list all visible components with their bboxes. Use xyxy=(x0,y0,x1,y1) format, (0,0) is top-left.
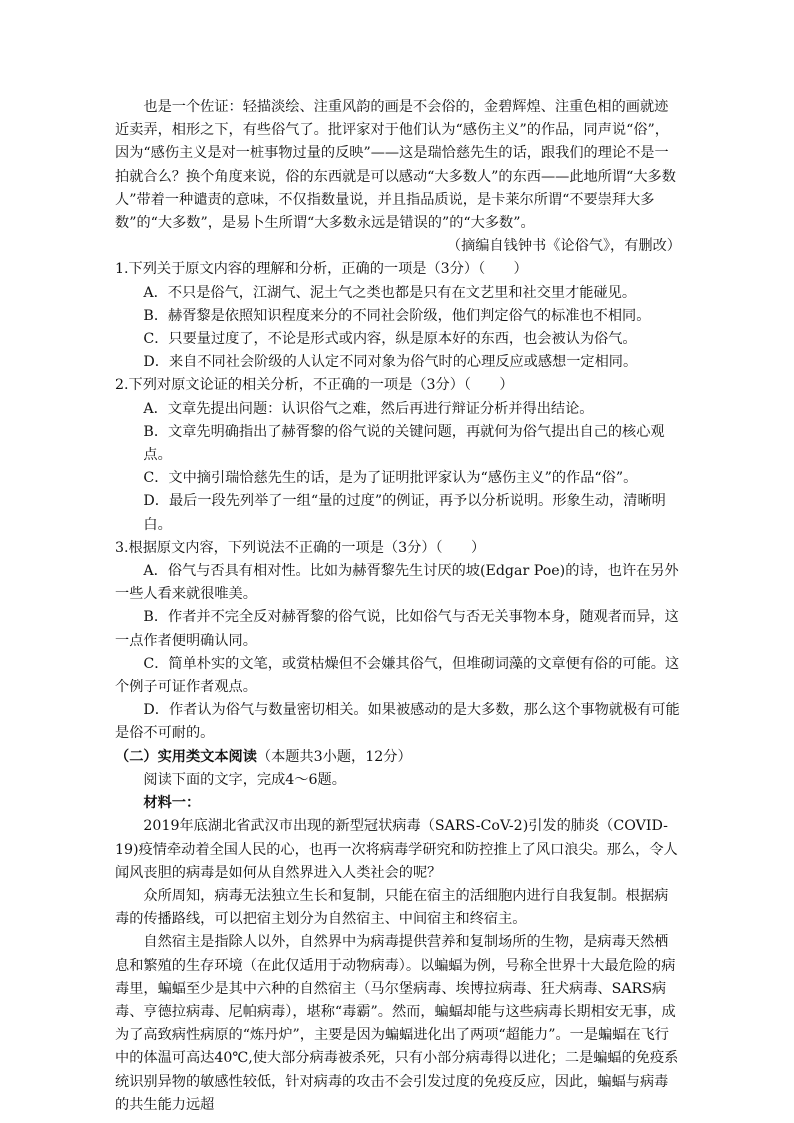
source-note: （摘编自钱钟书《论俗气》，有删改） xyxy=(446,238,681,255)
question-3-option-b: B．作者并不完全反对赫胥黎的俗气说，比如俗气与否无关事物本身，随观者而异，这一点作者便明确认同。 xyxy=(115,609,679,649)
question-1-option-c: C．只要量过度了，不论是形式或内容，纵是原本好的东西，也会被认为俗气。 xyxy=(143,331,637,348)
question-2-option-d: D．最后一段先列举了一组“量的过度”的例证，再予以分析说明。形象生动，清晰明白。 xyxy=(143,493,666,533)
material-paragraph-2: 众所周知，病毒无法独立生长和复制，只能在宿主的活细胞内进行自我复制。根据病毒的传播路线，可以把宿主划分为自然宿主、中间宿主和终宿主。 xyxy=(115,887,669,928)
section-heading xyxy=(115,746,681,769)
question-2-option-b: B．文章先明确指出了赫胥黎的俗气说的关键问题，再就何为俗气提出自己的核心观点。 xyxy=(143,423,665,464)
section-heading-title: （二）实用类文本阅读 xyxy=(115,748,257,765)
question-3-option-c: C．简单朴实的文笔，或赏枯燥但不会嫌其俗气，但堆砌词藻的文章便有俗的可能。这个例子可证作者观点。 xyxy=(115,655,680,696)
question-1-option-a: A．不只是俗气，江湖气、泥土气之类也都是只有在文艺里和社交里才能碰见。 xyxy=(143,284,637,301)
document-body xyxy=(115,96,681,1117)
question-2-option-c: C．文中摘引瑞恰慈先生的话，是为了证明批评家认为“感伤主义”的作品“俗”。 xyxy=(143,470,638,487)
question-2-option-a: A．文章先提出问题：认识俗气之难，然后再进行辩证分析并得出结论。 xyxy=(143,400,594,417)
passage-paragraph: 也是一个佐证：轻描淡绘、注重风韵的画是不会俗的，金碧辉煌、注重色相的画就迹近卖弄，相形之下，有些俗气了。批评家对于他们认为“感伤主义”的作品，同声说“俗”，因为“感伤主义是对一桩事物过量的反映”——这是瑞恰慈先生的话，跟我们的理论不是一拍就合么？换个角度来说，俗的东西就是可以感动“大多数人”的东西——此地所谓“大多数人”带着一种谴责的意味，不仅指数量说，并且指品质说，是卡莱尔所谓“不要崇拜大多数”的“大多数”，是易卜生所谓“大多数永远是错误的”的“大多数”。 xyxy=(115,99,676,232)
material-paragraph-3: 自然宿主是指除人以外，自然界中为病毒提供营养和复制场所的生物，是病毒天然栖息和繁殖的生存环境（在此仅适用于动物病毒）。以蝙蝠为例，号称全世界十大最危险的病毒里，蝙蝠至少是其中六种的自然宿主（马尔堡病毒、埃博拉病毒、狂犬病毒、SARS病毒、亨德拉病毒、尼帕病毒），堪称“毒霸”。然而，蝙蝠却能与这些病毒长期相安无事，成为了高致病性病原的“炼丹炉”，主要是因为蝙蝠进化出了两项“超能力”。一是蝙蝠在飞行中的体温可高达40℃,使大部分病毒被杀死，只有小部分病毒得以进化；二是蝙蝠的免疫系统识别异物的敏感性较低，针对病毒的攻击不会引发过度的免疫反应，因此，蝙蝠与病毒的共生能力远超 xyxy=(115,934,679,1113)
question-3-option-d: D．作者认为俗气与数量密切相关。如果被感动的是大多数，那么这个事物就极有可能是俗不可耐的。 xyxy=(115,702,680,742)
material-paragraph-1: 2019年底湖北省武汉市出现的新型冠状病毒（SARS-CoV-2)引发的肺炎（COVID-19)疫情牵动着全国人民的心，也再一次将病毒学研究和防控推上了风口浪尖。那么，令人闻风丧胆的病毒是如何从自然界进入人类社会的呢？ xyxy=(115,818,678,881)
section-heading-note: （本题共3小题，12分） xyxy=(256,748,412,765)
question-2-stem: 2.下列对原文论证的相关分析，不正确的一项是（3分）（ ） xyxy=(115,377,514,394)
question-1-stem: 1.下列关于原文内容的理解和分析，正确的一项是（3分）（ ） xyxy=(115,261,528,278)
material-label: 材料一： xyxy=(143,795,201,812)
section-instruction: 阅读下面的文字，完成4～6题。 xyxy=(143,771,346,788)
question-1-option-b: B．赫胥黎是依照知识程度来分的不同社会阶级，他们判定俗气的标准也不相同。 xyxy=(143,307,651,324)
question-3-option-a: A．俗气与否具有相对性。比如为赫胥黎先生讨厌的坡(Edgar Poe)的诗，也许在另外一些人看来就很唯美。 xyxy=(115,563,679,603)
question-3-stem: 3.根据原文内容，下列说法不正确的一项是（3分）（ ） xyxy=(115,539,486,556)
question-1-option-d: D．来自不同社会阶级的人认定不同对象为俗气时的心理反应或感想一定相同。 xyxy=(143,354,638,371)
